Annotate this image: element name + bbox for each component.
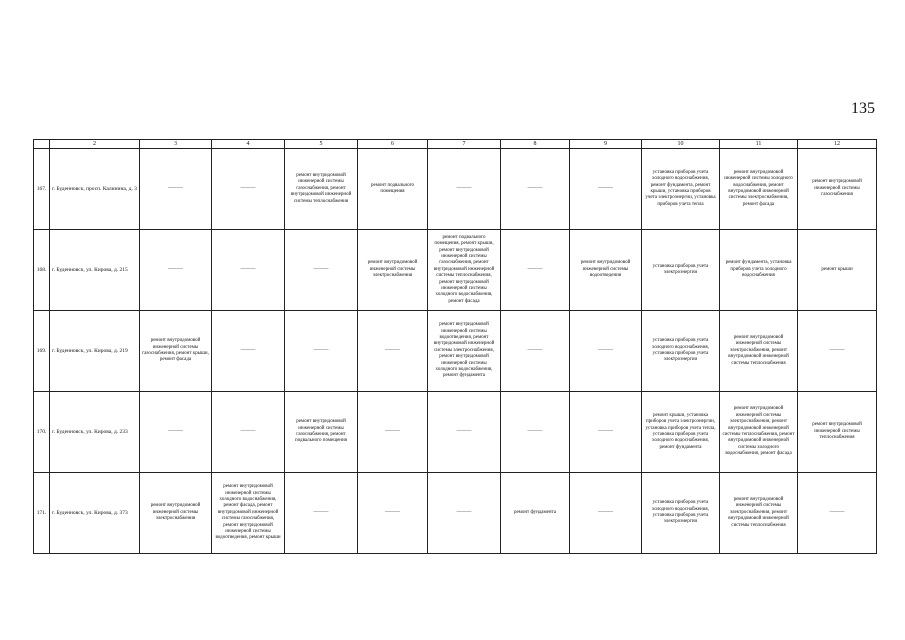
work-cell: ——— — [140, 230, 212, 311]
header-cell: 7 — [428, 140, 501, 149]
work-cell: ремонт фундамента, установка приборов учета холодного водоснабжения — [720, 230, 798, 311]
column-number-row — [34, 140, 877, 149]
work-cell: ——— — [501, 392, 570, 473]
work-cell: установка приборов учета холодного водоснабжения, ремонт фундамента, ремонт крыши, установка приборов учета электроэнергии, установка приборов учета тепла — [642, 149, 720, 230]
work-cell: ——— — [140, 149, 212, 230]
work-cell: ——— — [358, 473, 428, 554]
work-cell: ——— — [798, 473, 877, 554]
row-number: 170. — [34, 392, 50, 473]
work-cell: ——— — [358, 311, 428, 392]
work-cell: ремонт внутридомовой инженерной системы теплоснабжения — [798, 392, 877, 473]
header-cell: 2 — [50, 140, 140, 149]
work-cell: ремонт внутридомовой инженерной системы газоснабжения — [798, 149, 877, 230]
work-cell: ——— — [570, 392, 642, 473]
work-cell: ——— — [570, 473, 642, 554]
work-cell: ——— — [428, 473, 501, 554]
row-number: 169. — [34, 311, 50, 392]
header-cell-empty — [34, 140, 50, 149]
work-cell: установка приборов учета холодного водоснабжения, установка приборов учета электроэнергии — [642, 311, 720, 392]
work-cell: ——— — [212, 149, 285, 230]
work-cell: ремонт внутридомовой инженерной системы холодного водоснабжения, ремонт внутридомовой инженерной системы электроснабжения, ремонт фасада — [720, 149, 798, 230]
work-cell: ремонт внутридомовой инженерной системы электроснабжения, ремонт внутридомовой инженерной системы теплоснабжения — [720, 311, 798, 392]
work-cell: ремонт внутридомовой инженерной системы водоотведения — [570, 230, 642, 311]
work-cell: ремонт внутридомовой инженерной системы электроснабжения — [140, 473, 212, 554]
work-cell: ремонт внутридомовой инженерной системы газоснабжения, ремонт крыши, ремонт фасада — [140, 311, 212, 392]
row-number: 168. — [34, 230, 50, 311]
work-cell: установка приборов учета электроэнергии — [642, 230, 720, 311]
work-cell: ——— — [285, 473, 358, 554]
address-cell: г. Буденновск, ул. Кирова, д. 215 — [50, 230, 140, 311]
header-cell: 4 — [212, 140, 285, 149]
work-cell: ——— — [140, 392, 212, 473]
work-cell: ремонт внутридомовой инженерной системы электроснабжения — [358, 230, 428, 311]
address-cell: г. Буденновск, ул. Кирова, д. 219 — [50, 311, 140, 392]
work-cell: ——— — [428, 392, 501, 473]
work-cell: ремонт крыши, установка приборов учета электроэнергии, установка приборов учета тепла, установка приборов учета холодного водоснабжения, ремонт фундамента — [642, 392, 720, 473]
work-cell: ——— — [212, 392, 285, 473]
work-cell: установка приборов учета холодного водоснабжения, установка приборов учета электроэнергии — [642, 473, 720, 554]
work-cell: ремонт внутридомовой инженерной системы электроснабжения, ремонт внутридомовой инженерной системы теплоснабжения — [720, 473, 798, 554]
work-cell: ремонт внутридомовой инженерной системы водоотведения, ремонт внутридомовой инженерной системы электроснабжения, ремонт внутридомовой инженерной системы холодного водоснабжения, ремонт фундамента — [428, 311, 501, 392]
work-cell: ——— — [212, 311, 285, 392]
header-cell: 6 — [358, 140, 428, 149]
work-cell: ремонт подвального помещения, ремонт крыши, ремонт внутридомовой инженерной системы газоснабжения, ремонт внутридомовой инженерной системы теплоснабжения, ремонт внутридомовой инженерной системы холодного водоснабжения, ремонт фасада — [428, 230, 501, 311]
address-cell: г. Буденновск, ул. Кирова, д. 233 — [50, 392, 140, 473]
header-cell: 9 — [570, 140, 642, 149]
work-cell: ——— — [501, 149, 570, 230]
work-cell: ——— — [212, 230, 285, 311]
address-cell: г. Буденновск, ул. Кирова, д. 373 — [50, 473, 140, 554]
repair-schedule-table — [33, 139, 877, 554]
row-number: 167. — [34, 149, 50, 230]
work-cell: ——— — [570, 149, 642, 230]
header-cell: 3 — [140, 140, 212, 149]
header-cell: 12 — [798, 140, 877, 149]
header-cell: 11 — [720, 140, 798, 149]
work-cell: ——— — [798, 311, 877, 392]
work-cell: ремонт крыши — [798, 230, 877, 311]
work-cell: ремонт фундамента — [501, 473, 570, 554]
table-row — [34, 149, 877, 230]
address-cell: г. Буденновск, просп. Калинина, д. 3 — [50, 149, 140, 230]
work-cell: ——— — [570, 311, 642, 392]
header-cell: 5 — [285, 140, 358, 149]
work-cell: ——— — [285, 230, 358, 311]
work-cell: ——— — [285, 311, 358, 392]
table-row — [34, 473, 877, 554]
table-row — [34, 311, 877, 392]
table-row — [34, 230, 877, 311]
work-cell: ——— — [358, 392, 428, 473]
work-cell: ——— — [428, 149, 501, 230]
work-cell: ремонт внутридомовой инженерной системы электроснабжения, ремонт внутридомовой инженерной системы теплоснабжения, ремонт внутридомовой инженерной системы холодного водоснабжения, ремонт фасада — [720, 392, 798, 473]
header-cell: 8 — [501, 140, 570, 149]
work-cell: ——— — [501, 230, 570, 311]
work-cell: ремонт внутридомовой инженерной системы газоснабжения, ремонт подвального помещения — [285, 392, 358, 473]
row-number: 171. — [34, 473, 50, 554]
page-number: 135 — [851, 100, 875, 117]
header-cell: 10 — [642, 140, 720, 149]
work-cell: ремонт внутридомовой инженерной системы холодного водоснабжения, ремонт фасада, ремонт внутридомовой инженерной системы газоснабжения, ремонт внутридомовой инженерной системы водоотведения, ремонт крыши — [212, 473, 285, 554]
work-cell: ——— — [501, 311, 570, 392]
table-row — [34, 392, 877, 473]
work-cell: ремонт подвального помещения — [358, 149, 428, 230]
work-cell: ремонт внутридомовой инженерной системы газоснабжения, ремонт внутридомовой инженерной системы теплоснабжения — [285, 149, 358, 230]
